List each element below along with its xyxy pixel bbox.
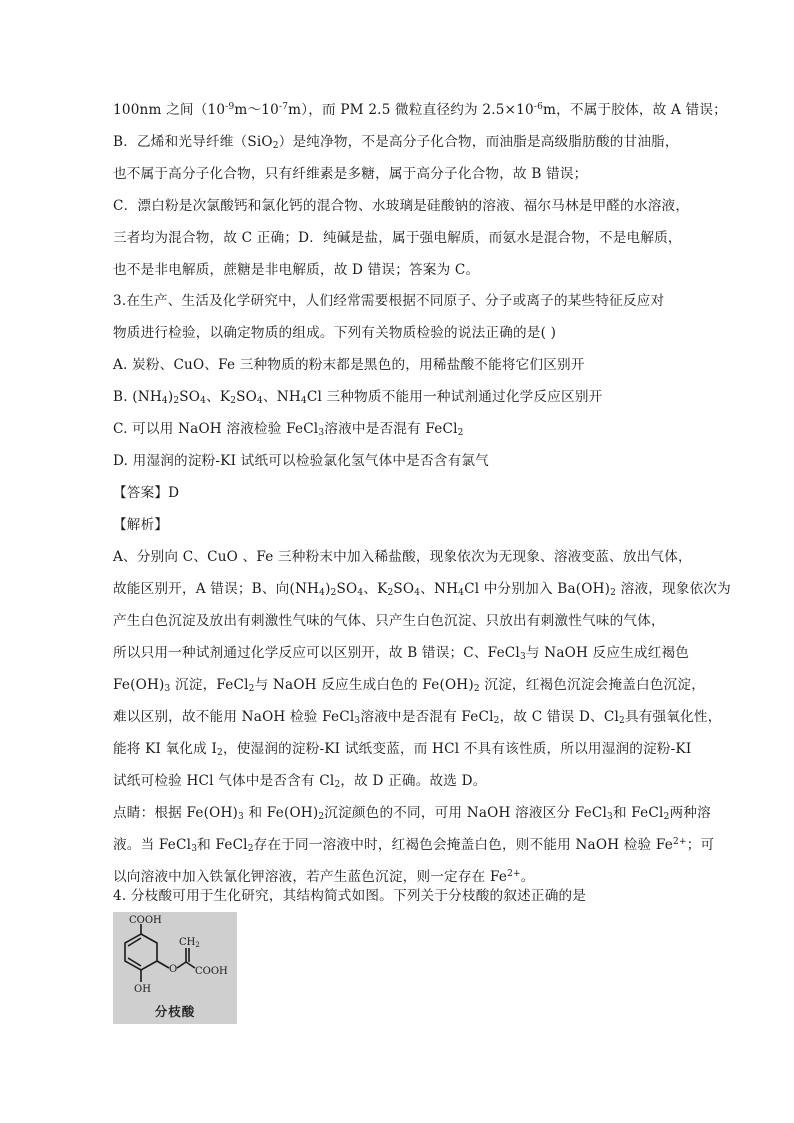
analysis-line: 能将 KI 氧化成 $I_2$，使湿润的淀粉-KI 试纸变蓝，而 HCl 不具有该性质，所以用湿润的淀粉-KI	[113, 741, 692, 758]
cooh-top-label: COOH	[129, 915, 162, 926]
ether-oxygen-label: O	[169, 964, 178, 975]
question-4-stem: 4. 分枝酸可用于生化研究，其结构简式如图。下列关于分枝酸的叙述正确的是	[113, 888, 587, 904]
analysis-line: 产生白色沉淀及放出有刺激性气味的气体、只产生白色沉淀、只放出有刺激性气味的气体，	[113, 613, 665, 629]
text-line: 三者均为混合物，故 C 正确；D．纯碱是盐，属于强电解质，而氨水是混合物，不是电解质，	[113, 230, 682, 246]
option-b: B. $(NH_4)_2SO_4$、$K_2SO_4$、$NH_4Cl$ 三种物质不能用一种试剂通过化学反应区别开	[113, 389, 603, 406]
option-a: A. 炭粉、CuO、Fe 三种物质的粉末都是黑色的，用稀盐酸不能将它们区别开	[113, 357, 585, 373]
text-line: B．乙烯和光导纤维（SiO$_2$）是纯净物，不是高分子化合物，而油脂是高级脂肪酸的甘油脂，	[113, 134, 679, 151]
text-line: 100nm 之间$(10^{-9}m\sim 10^{-7}m)$，而 PM 2.5 微粒直径约为 $2.5\times 10^{-6}m$，不属于胶体，故 A 错误；	[113, 102, 727, 118]
ch2-label: $CH_2$	[179, 937, 200, 949]
tip-line: 液。当 FeCl$_3$和 FeCl$_2$存在于同一溶液中时，红褐色会掩盖白色，则不能用 NaOH 检验 $Fe^{2+}$；可	[113, 837, 715, 854]
tip-line: 以向溶液中加入铁氰化钾溶液，若产生蓝色沉淀，则一定存在 $Fe^{2+}$。	[113, 869, 535, 885]
chorismic-acid-structure-figure	[113, 912, 237, 1024]
oh-label: OH	[134, 984, 151, 995]
tip-line: 点睛：根据 $Fe(OH)_3$ 和 $Fe(OH)_2$沉淀颜色的不同，可用 NaOH 溶液区分 FeCl$_3$和 FeCl$_2$两种溶	[113, 805, 711, 822]
text-line: 也不属于高分子化合物，只有纤维素是多糖，属于高分子化合物，故 B 错误；	[113, 166, 588, 182]
question-3-stem: 3.在生产、生活及化学研究中，人们经常需要根据不同原子、分子或离子的某些特征反应对	[113, 293, 665, 309]
option-c: C. 可以用 NaOH 溶液检验 FeCl$_3$溶液中是否混有 FeCl$_2$	[113, 421, 464, 438]
analysis-line: 难以区别，故不能用 NaOH 检验 FeCl$_3$溶液中是否混有 FeCl$_2$，故 C 错误 D、$Cl_2$具有强氧化性，	[113, 709, 722, 726]
question-3-stem: 物质进行检验，以确定物质的组成。下列有关物质检验的说法正确的是( )	[113, 325, 557, 341]
figure-caption: 分枝酸	[154, 1004, 196, 1019]
analysis-line: 试纸可检验 HCl 气体中是否含有 $Cl_2$，故 D 正确。故选 D。	[113, 773, 487, 790]
analysis-line: A、分别向 C、CuO 、Fe 三种粉末中加入稀盐酸，现象依次为无现象、溶液变蓝、放出气体，	[113, 549, 692, 565]
analysis-label: 【解析】	[113, 517, 169, 533]
analysis-line: $Fe(OH)_3$ 沉淀，FeCl$_2$与 NaOH 反应生成白色的 $Fe(OH)_2$ 沉淀，红褐色沉淀会掩盖白色沉淀，	[113, 677, 706, 694]
answer-label: 【答案】D	[113, 485, 180, 501]
cooh-right-label: COOH	[195, 966, 228, 977]
text-line: 也不是非电解质，蔗糖是非电解质，故 D 错误；答案为 C。	[113, 262, 480, 278]
text-line: C．漂白粉是次氯酸钙和氯化钙的混合物、水玻璃是硅酸钠的溶液、福尔马林是甲醛的水溶液，	[113, 198, 690, 214]
option-d: D. 用湿润的淀粉-KI 试纸可以检验氯化氢气体中是否含有氯气	[113, 453, 489, 469]
analysis-line: 故能区别开，A 错误；B、向$(NH_4)_2SO_4$、$K_2SO_4$、$NH_4Cl$ 中分别加入 $Ba(OH)_2$ 溶液，现象依次为	[113, 581, 731, 598]
analysis-line: 所以只用一种试剂通过化学反应可以区别开，故 B 错误；C、FeCl$_3$与 NaOH 反应生成红褐色	[113, 645, 690, 662]
